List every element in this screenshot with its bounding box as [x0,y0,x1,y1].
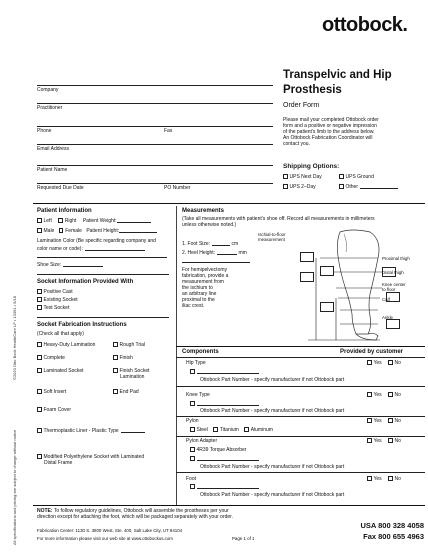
hemipelvectomy-note [182,267,228,309]
end-pad-option[interactable] [113,389,139,395]
label-line: to floor [382,287,396,293]
yes-label: Yes [373,438,382,444]
fabrication-title: Socket Fabrication Instructions [37,322,127,328]
option-label: Modified Polyethylene Socket with Laminated [43,454,145,460]
option-label: Positive Cast [43,289,73,295]
hip-type-label: Hip Type [186,360,206,366]
page-number: Page 1 of 1 [232,536,255,541]
checkbox[interactable] [367,360,372,365]
option-label-line-2: Lamination [120,374,145,380]
knee-yes-option[interactable] [367,392,382,398]
yes-label: Yes [373,360,382,366]
no-label: No [394,360,401,366]
knee-part-option[interactable] [190,401,259,407]
label-line: Ischial-to-floor [258,232,286,237]
checkbox[interactable] [339,174,344,179]
calf-label: Calf [382,297,390,302]
adapter-no-option[interactable] [388,438,401,444]
male-label: Male [43,228,55,234]
foot-size-label: 1. Foot Size: [182,241,211,247]
checkbox[interactable] [190,484,195,489]
foot-yes-option[interactable] [367,476,382,482]
knee-center-label [382,282,406,293]
checkbox[interactable] [190,456,195,461]
fabrication-note: (Check all that apply) [37,331,84,337]
option-label: Finish [119,355,133,361]
note-line: (Take all measurements with patient’s shoe off. Record all measurements in millimeters [182,216,375,222]
checkbox[interactable] [37,368,42,373]
note-line: iliac crest. [182,303,205,309]
checkbox[interactable] [388,438,393,443]
checkbox[interactable] [367,476,372,481]
yes-label: Yes [373,418,382,424]
patient-name-label: Patient Name [37,167,68,173]
female-label: Female [65,228,82,234]
patient-info-title: Patient Information [37,208,92,214]
checkbox[interactable] [37,355,42,360]
po-number-label: PO Number [164,185,191,191]
hip-no-option[interactable] [388,360,401,366]
sidebar [0,230,22,560]
option-label: Foam Cover [43,407,72,413]
measurements-title: Measurements [182,208,225,214]
due-date-field[interactable] [37,170,157,182]
option-label: UPS 2–Day [289,184,316,190]
soft-insert-option[interactable] [37,389,66,395]
foot-part-note: Ottobock Part Number - specify manufacturer if not Ottobock part [200,492,345,498]
option-label: End Pad [119,389,139,395]
title-line-1: Transpelvic and Hip [283,69,392,81]
disclaimer-text: All specifications and pricing are subject to change without notice [12,429,17,545]
finish-option[interactable] [113,355,133,361]
socket-info-title: Socket Information Provided With [37,279,134,285]
torque-adapter-option[interactable] [190,447,246,453]
option-label: Complete [43,355,65,361]
pylon-yes-option[interactable] [367,418,382,424]
pylon-label: Pylon [186,418,199,424]
finish-socket-option[interactable] [113,368,150,380]
checkbox[interactable] [113,389,118,394]
existing-socket-option[interactable] [37,297,78,303]
checkbox[interactable] [388,392,393,397]
checkbox[interactable] [190,447,195,452]
color-name-text: color name or code): [37,246,83,252]
foot-part-option[interactable] [190,484,259,490]
heel-height-row [182,250,247,256]
weight-label: Patient Weight: [82,218,117,224]
foot-unit: cm [231,241,239,247]
laminated-socket-option[interactable] [37,368,84,374]
pylon-material-options [190,427,273,433]
patient-info-row-2 [37,228,157,234]
modified-poly-option[interactable] [37,454,144,466]
option-label: Rough Trial [119,342,146,348]
option-label: Soft Insert [43,389,67,395]
copyright-text: ©2020 Otto Bock HealthCare LP • 13391 • 5/18 [12,296,17,380]
form-subtitle: Order Form [283,102,320,109]
no-label: No [394,438,401,444]
ups-next-day-option[interactable] [283,174,322,180]
provided-by-title: Provided by customer [340,349,404,355]
patient-info-row-1 [37,218,151,224]
checkbox[interactable] [388,418,393,423]
right-checkbox[interactable] [58,218,63,223]
adapter-yes-option[interactable] [367,438,382,444]
left-label: Left [43,218,52,224]
titanium-checkbox[interactable] [213,427,218,432]
instruction-line: Please mail your completed Ottobock order [283,117,379,123]
distal-thigh-box[interactable] [320,266,334,276]
other-shipping-option[interactable] [339,184,398,190]
heavy-duty-option[interactable] [37,342,95,348]
ankle-label: Ankle [382,315,393,320]
height-field[interactable] [119,228,157,233]
no-label: No [394,392,401,398]
checkbox[interactable] [190,369,195,374]
title-line-2: Prosthesis [283,84,342,96]
checkbox[interactable] [37,454,42,459]
po-number-field[interactable] [164,170,273,182]
footer-note [37,508,307,520]
complete-option[interactable] [37,355,65,361]
note-bold: NOTE: [37,508,53,514]
hip-part-option[interactable] [190,369,259,375]
company-label: Company [37,87,59,93]
instruction-line: of the patient’s limb to the address below. [283,129,375,135]
test-socket-option[interactable] [37,305,69,311]
knee-center-box[interactable] [320,302,334,312]
pylon-no-option[interactable] [388,418,401,424]
option-label: Existing Socket [43,297,78,303]
no-label: No [394,418,401,424]
foam-cover-option[interactable] [37,407,71,413]
titanium-label: Titanium [219,427,239,433]
due-date-label: Requested Due Date [37,185,84,191]
checkbox[interactable] [367,418,372,423]
color-name-field[interactable] [85,246,145,251]
no-label: No [394,476,401,482]
lamination-color-label: Lamination Color (Be specific regarding company and [37,238,156,244]
heel-unit: mm [238,250,247,256]
shoe-size-field[interactable] [63,262,103,267]
checkbox[interactable] [283,184,288,189]
note-line: the ischium to [182,285,213,291]
checkbox[interactable] [37,305,42,310]
ups-2day-option[interactable] [283,184,316,190]
checkbox[interactable] [388,360,393,365]
option-label: Finish Socket [119,368,150,374]
yes-label: Yes [373,476,382,482]
yes-label: Yes [373,392,382,398]
proximal-thigh-box[interactable] [300,252,314,262]
right-label: Right [64,218,77,224]
instruction-line: form and a positive or negative impression [283,123,377,129]
aluminum-checkbox[interactable] [244,427,249,432]
color-name-label [37,246,145,252]
fabrication-center: Fabrication Center: 1130 S. 3800 West, Ste. 400, Salt Lake City, UT 84104 [37,528,183,533]
note-text-2: direction except for attaching the foot, which will be packaged separately with your order. [37,514,233,520]
checkbox[interactable] [190,401,195,406]
option-label: Heavy-Duty Lamination [43,342,96,348]
left-checkbox[interactable] [37,218,42,223]
option-label: Test Socket [43,305,70,311]
patient-name-field[interactable] [37,152,273,164]
option-label: Thermoplastic Liner - Plastic Type [43,428,119,434]
checkbox[interactable] [367,392,372,397]
checkbox[interactable] [37,342,42,347]
checkbox[interactable] [37,389,42,394]
option-label-line-2: Distal Frame [44,460,73,466]
checkbox[interactable] [113,355,118,360]
thermoplastic-liner-option[interactable] [37,428,145,434]
foot-label: Foot [186,476,197,482]
instruction-line: contact you. [283,141,310,147]
label-line: measurement [258,237,285,243]
checkbox[interactable] [37,407,42,412]
practitioner-field[interactable] [37,90,273,102]
ischial-label [258,232,286,243]
checkbox[interactable] [37,297,42,302]
checkbox[interactable] [367,438,372,443]
note-line: measurement from [182,279,224,285]
shoe-size-text: Shoe Size: [37,262,62,268]
female-checkbox[interactable] [59,228,64,233]
male-checkbox[interactable] [37,228,42,233]
pylon-adapter-label: Pylon Adapter [186,438,218,444]
ischial-box[interactable] [300,272,314,282]
knee-no-option[interactable] [388,392,401,398]
note-text: To follow regulatory guidelines, Ottobock will assemble the prostheses per your [52,508,229,514]
email-field[interactable] [37,131,273,143]
form-instructions [283,117,423,147]
option-label: UPS Ground [345,174,374,180]
components-title: Components [182,349,219,355]
practitioner-label: Practitioner [37,105,63,111]
fax-label: Fax [164,128,173,134]
adapter-part-option[interactable] [190,456,259,462]
shoe-size-label [37,262,103,268]
checkbox[interactable] [113,368,118,373]
phone-label: Phone [37,128,52,134]
leg-measurement-diagram [252,228,424,344]
plastic-type-field[interactable] [121,428,145,433]
note-line: unless otherwise noted.) [182,222,237,228]
checkbox[interactable] [37,289,42,294]
foot-no-option[interactable] [388,476,401,482]
note-line: an arbitrary line [182,291,217,297]
positive-cast-option[interactable] [37,289,73,295]
hip-yes-option[interactable] [367,360,382,366]
rough-trial-option[interactable] [113,342,145,348]
fax-number: Fax 800 655 4963 [363,532,424,541]
distal-thigh-label: Distal thigh [382,270,404,275]
weight-field[interactable] [117,218,151,223]
checkbox[interactable] [113,342,118,347]
label-line: Knee center [382,282,406,287]
measurements-note [182,216,375,228]
foot-size-field[interactable] [212,241,230,246]
heel-height-label: 2. Heel Height: [182,250,216,256]
instruction-line: An Ottobock Fabrication Coordinator will [283,135,373,141]
note-line: proximal to the [182,297,215,303]
checkbox[interactable] [339,184,344,189]
height-label: Patient Height: [86,228,120,234]
aluminum-label: Aluminum [250,427,273,433]
ups-ground-option[interactable] [339,174,374,180]
knee-part-note: Ottobock Part Number - specify manufacturer if not Ottobock part [200,408,345,414]
foot-size-row [182,241,238,247]
adapter-part-note: Ottobock Part Number - specify manufacturer if not Ottobock part [200,464,345,470]
knee-type-label: Knee Type [186,392,210,398]
fax-field[interactable] [164,113,273,125]
option-label: 4R39 Torque Absorber [196,447,247,453]
steel-checkbox[interactable] [190,427,195,432]
usa-phone: USA 800 328 4058 [360,521,424,530]
checkbox[interactable] [283,174,288,179]
phone-field[interactable] [37,113,157,125]
checkbox[interactable] [37,428,42,433]
steel-label: Steel [196,427,208,433]
ottobock-logo: ottobock. [322,14,408,36]
note-line: For hemipelvectomy [182,267,228,273]
shipping-title: Shipping Options: [283,163,340,170]
form-title [283,68,392,98]
ankle-box[interactable] [386,319,400,329]
option-label: Other [345,184,359,190]
email-label: Email Address [37,146,69,152]
hip-part-note: Ottobock Part Number - specify manufacturer if not Ottobock part [200,377,345,383]
note-line: fabrication, provide a [182,273,229,279]
company-field[interactable] [37,72,273,84]
checkbox[interactable] [388,476,393,481]
option-label: Laminated Socket [43,368,84,374]
proximal-thigh-label: Proximal thigh [382,256,410,261]
option-label: UPS Next Day [289,174,322,180]
heel-height-field[interactable] [217,250,237,255]
more-info: For more information please visit our web site at www.ottobockus.com [37,536,173,541]
